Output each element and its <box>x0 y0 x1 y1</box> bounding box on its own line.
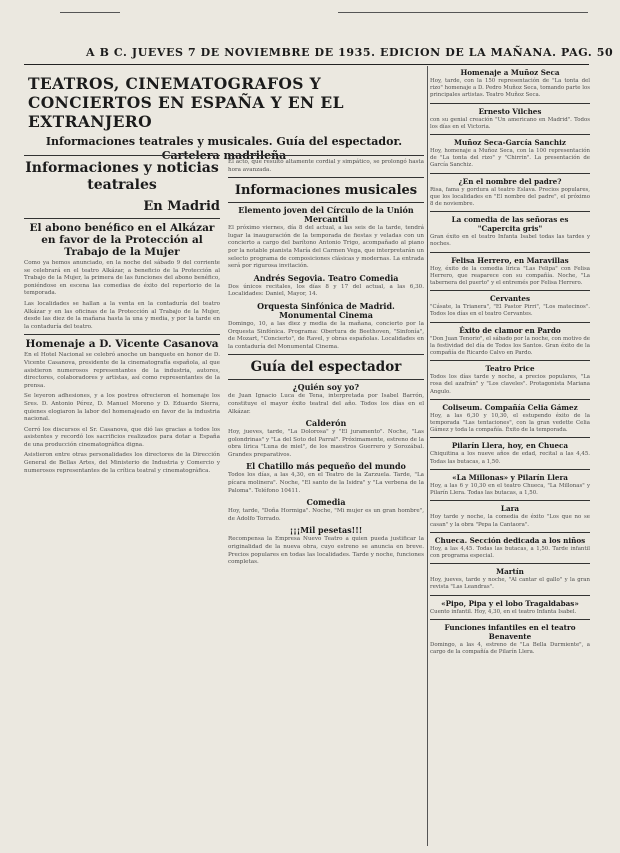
listing-item <box>430 619 590 656</box>
listing-item <box>430 399 590 435</box>
item-title: Elemento joven del Círculo de la Unión Mercantil <box>238 205 414 225</box>
listing-item <box>430 173 590 209</box>
listing-title: Pilarín Llera, hoy, en Chueca <box>451 441 569 451</box>
listing-body: Hoy, a las 4,45. Todas las butacas, a 1,50. Tarde infantil con programa especial. <box>430 545 590 559</box>
listing-title: «La Millonas» y Pilarín Llera <box>452 472 568 482</box>
divider <box>430 290 590 291</box>
listing-item <box>430 290 590 318</box>
main-column <box>24 70 424 566</box>
divider <box>24 155 220 156</box>
listing-item <box>430 252 590 288</box>
listing-title: Muñoz Seca-García Sanchiz <box>454 138 566 148</box>
listing-body: "Cásate, la Trianera", "El Pastor Pirri", "Los matecinos". Todos los días en el teatro Cervantes. <box>430 304 590 318</box>
listing-title: Coliseum. Compañía Celia Gámez <box>442 402 578 412</box>
listing-title: Teatro Price <box>485 364 535 374</box>
listing-item <box>430 437 590 465</box>
listing-body: Gran éxito en el teatro Infanta Isabel todas las tardes y noches. <box>430 234 590 248</box>
article-body: En el Hotel Nacional se celebró anoche un banquete en honor de D. Vicente Casanova, presidente de la cinematografía española, al que asistieron numerosos representantes de la industria, autores, directores, colaboradores y artistas, así como representantes de la prensa. <box>24 352 220 389</box>
top-rule-left <box>60 12 120 16</box>
listing-body: Todos los días tarde y noche, a precios populares, "La rosa del azafrán" y "Los claveles". Protagonista Mariana Angulo. <box>430 374 590 395</box>
item-title: ¡¡¡Mil pesetas!!! <box>289 525 363 536</box>
listing-item <box>430 103 590 131</box>
divider <box>228 155 424 156</box>
listing-body: Chiquitina a los nueve años de edad, recital a las 4,45. Todas las butacas, a 1,50. <box>430 451 590 465</box>
listing-title: Martín <box>496 567 524 577</box>
section-heading: Informaciones y noticias teatrales <box>25 160 219 193</box>
listing-item <box>430 500 590 528</box>
article-body: Las localidades se hallan a la venta en la contaduría del teatro Alkázar y en las oficinas de la Protección al Trabajo de la Mujer, desde las diez de la mañana hasta la una y media, y por la tarde en la contaduría del teatro. <box>24 300 220 330</box>
article-body: El acto, que resultó altamente cordial y simpático, se prolongó hasta hora avanzada. <box>228 159 424 173</box>
article-title: El abono benéfico en el Alkázar en favor de la Protección al Trabajo de la Mujer <box>29 222 215 258</box>
divider <box>228 177 424 178</box>
divider <box>430 595 590 596</box>
article-title: Homenaje a D. Vicente Casanova <box>25 338 219 351</box>
listing-body: Hoy, jueves, tarde y noche, "Al cantar el gallo" y la gran revista "Las Leandras". <box>430 577 590 591</box>
listing-title: «Pipo, Pipa y el lobo Tragaldabas» <box>441 598 579 608</box>
divider <box>430 173 590 174</box>
listing-item <box>430 211 590 248</box>
city-heading: En Madrid <box>143 199 220 214</box>
article-body: Cerró los discursos el Sr. Casanova, que dió las gracias a todos los asistentes y recordó los sacrificios realizados para dotar a España de una producción cinematográfica digna. <box>24 426 220 448</box>
listing-body: con su genial creación "Un americano en Madrid". Todos los días en el Victoria. <box>430 116 590 130</box>
listing-title: La comedia de las señoras es "Capercita gris" <box>451 215 569 234</box>
divider <box>228 379 424 380</box>
divider <box>430 103 590 104</box>
listing-title: Funciones infantiles en el teatro Benavente <box>444 622 576 641</box>
listings-column <box>430 66 590 658</box>
listing-body: Hoy, tarde, con la 150 representación de "La tonta del rizo" homenaje a D. Pedro Muñoz Seca, tomando parte los principales artistas. Teatro Muñoz Seca. <box>430 78 590 99</box>
divider <box>430 563 590 564</box>
divider <box>430 252 590 253</box>
item-title: Comedia <box>306 497 346 508</box>
listing-body: Hoy, a las 6,30 y 10,30, el estupendo éxito de la temporada "Las tentaciones", con la gran vedette Celia Gámez y toda la compañía. Éxito de la temporada. <box>430 412 590 434</box>
item-body: Hoy, jueves, tarde, "La Dolorosa" y "El juramento". Noche, "Las golondrinas" y "La del Soto del Parral". Próximamente, estreno de la obra lírica "Luna de miel", de los maestros Guerrero y Sorozábal. Grandes preparativos. <box>228 429 424 458</box>
listing-body: Hoy tarde y noche, la comedia de éxito "Los que no se casan" y la obra "Pepa la Cantaora". <box>430 514 590 528</box>
column-divider <box>427 66 428 846</box>
listing-body: Cuento infantil. Hoy, 4,30, en el teatro Infanta Isabel. <box>430 608 577 615</box>
divider <box>430 399 590 400</box>
item-body: Hoy, tarde, "Doña Hormiga". Noche, "Mi mujer es un gran hombre", de Adolfo Torrado. <box>228 508 424 522</box>
divider <box>430 532 590 533</box>
item-body: Dos únicos recitales, los días 8 y 17 del actual, a las 6,30. Localidades: Daniel, Mayor, 14. <box>228 283 424 298</box>
item-title: Orquesta Sinfónica de Madrid. Monumental Cinema <box>257 300 395 320</box>
right-subcolumn <box>228 152 424 570</box>
listing-item <box>430 563 590 591</box>
article-body: Como ya hemos anunciado, en la noche del sábado 9 del corriente se celebrará en el teatro Alkázar, a beneficio de la Protección al Trabajo de la Mujer, la primera de las funciones del abono benéfico, poniéndose en escena las comedias de éxito del repertorio de la temporada. <box>24 260 220 297</box>
divider <box>430 500 590 501</box>
divider <box>430 619 590 620</box>
main-subtitle: Informaciones teatrales y musicales. Guía del espectador. Cartelera madrileña <box>45 135 403 162</box>
header-rule <box>24 64 589 65</box>
divider <box>430 360 590 361</box>
item-body: Domingo, 10, a las diez y media de la mañana, concierto por la Orquesta Sinfónica. Programa: Obertura de Beethoven, "Sinfonía", de Mozart, "Concierto", de Ravel, y obras españolas. Localidades en la contaduría del Monumental Cinema. <box>228 320 424 350</box>
guide-heading: Guía del espectador <box>250 359 402 376</box>
item-title: Calderón <box>305 418 347 429</box>
divider <box>430 469 590 470</box>
listing-title: ¿En el nombre del padre? <box>458 176 562 186</box>
article-body: Asistieron entre otras personalidades los directores de la Dirección General de Bellas Artes, del Ministerio de Industria y Comercio y numerosos representantes de la crítica teatral y cinematográfica. <box>24 452 220 474</box>
item-body: Todos los días, a las 4,30, en el Teatro de la Zarzuela. Tarde, "La pícara molinera". Noche, "El santo de la Isidra" y "La verbena de la Paloma". Teléfono 10411. <box>228 472 424 494</box>
listing-title: Cervantes <box>489 294 531 304</box>
listing-item <box>430 595 590 616</box>
main-title: TEATROS, CINEMATOGRAFOS Y CONCIERTOS EN ESPAÑA Y EN EL EXTRANJERO <box>28 74 344 131</box>
item-body: de Juan Ignacio Luca de Tena, interpretada por Isabel Barrón, constituye el mayor éxito teatral del año. Todos los días en el Alkázar. <box>228 393 424 415</box>
divider <box>228 354 424 355</box>
listing-title: Ernesto Vilches <box>478 106 542 116</box>
listing-item <box>430 134 590 170</box>
music-heading: Informaciones musicales <box>234 183 418 199</box>
item-title: Andrés Segovia. Teatro Comedia <box>253 272 399 283</box>
listing-body: Hoy, éxito de la comedia lírica "Las Felipa" con Felisa Herrero, que reaparece con su compañía. Noche, "La tabernera del puerto" y el entremés por Felisa Herrero. <box>430 265 590 287</box>
listing-item <box>430 532 590 560</box>
listing-item <box>430 68 590 100</box>
divider <box>24 218 220 219</box>
item-title: ¿Quién soy yo? <box>292 382 360 393</box>
listing-title: Felisa Herrero, en Maravillas <box>451 255 569 265</box>
listing-body: Hoy, a las 6 y 10,30 en el teatro Chueca, "La Millonas" y Pilarín Llera. Todas las butacas, a 1,50. <box>430 482 590 497</box>
article-body: Se leyeron adhesiones, y a los postres ofrecieron el homenaje los Sres. D. Antonio Pérez, D. Manuel Moreno y D. Eduardo Sierra, quienes elogiaron la labor del homenajeado en favor de la industria nacional. <box>24 393 220 423</box>
listing-title: Éxito de clamor en Pardo <box>459 325 561 335</box>
item-title: El Chatillo más pequeño del mundo <box>246 461 406 472</box>
listing-body: "Don Juan Tenorio", el sábado por la noche, con motivo de la festividad del día de Todos los Santos. Gran éxito de la compañía de Ricardo Calvo en Pardo. <box>430 335 590 357</box>
item-body: El próximo viernes, día 8 del actual, a las seis de la tarde, tendrá lugar la inauguración de la temporada de fiestas y veladas con un concierto a cargo del barítono Antonio Trigo, acompañado al piano por la notable pianista María del Carmen Vega, que interpretarán un selecto programa de composiciones clásicas y modernas. La entrada será por rigurosa invitación. <box>228 225 424 270</box>
listing-item <box>430 360 590 396</box>
divider <box>430 134 590 135</box>
listing-body: Domingo, a las 4, estreno de "La Bella Durmiente", a cargo de la compañía de Pilarín Llera. <box>430 641 590 655</box>
listing-item <box>430 322 590 358</box>
divider <box>430 211 590 212</box>
listing-body: Risa, fama y gordura al teatro Eslava. Precios populares, que los localidades en "El nombre del padre", el próximo 8 de noviembre. <box>430 186 590 208</box>
listing-body: Hoy, homenaje a Muñoz Seca, con la 100 representación de "La tonta del rizo" y "Chirrin". La presentación de García Sanchiz. <box>430 148 590 169</box>
divider <box>430 437 590 438</box>
item-body: Recompensa la Empresa Nuevo Teatro a quien pueda justificar la originalidad de la nueva obra, cuyo estreno se anuncia en breve. Precios populares en todas las localidades. Tarde y noche, funciones completas. <box>228 536 424 566</box>
divider <box>228 202 424 203</box>
top-rule-right <box>338 12 588 16</box>
left-subcolumn <box>24 152 220 478</box>
listing-title: Homenaje a Muñoz Seca <box>460 68 560 77</box>
listing-item <box>430 469 590 497</box>
divider <box>24 334 220 335</box>
listing-title: Lara <box>500 504 520 514</box>
listing-title: Chueca. Sección dedicada a los niños <box>434 535 586 545</box>
page-header: A B C. JUEVES 7 DE NOVIEMBRE DE 1935. EDICION DE LA MAÑANA. PAG. 50 <box>86 46 614 59</box>
divider <box>430 322 590 323</box>
